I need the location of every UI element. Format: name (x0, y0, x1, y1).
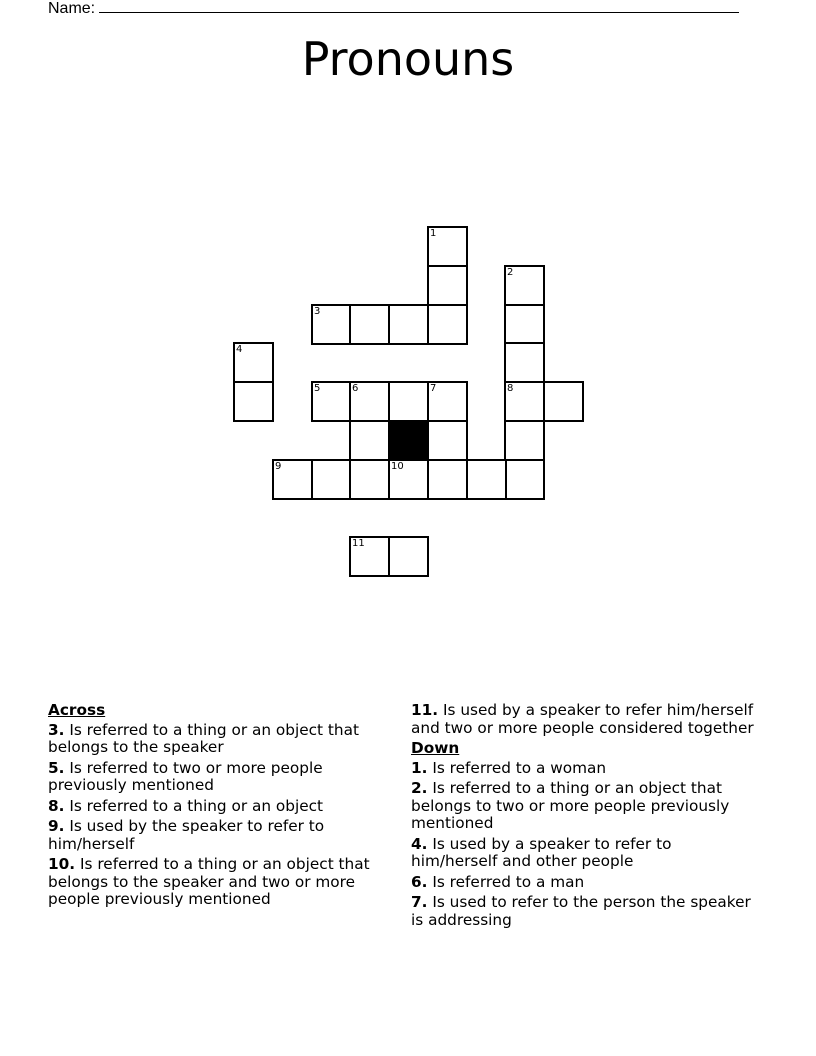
clue-number: 10 (391, 461, 404, 472)
crossword-cell[interactable] (427, 304, 468, 345)
clue-text: Is referred to a thing or an object (69, 796, 324, 815)
crossword-cell[interactable] (349, 304, 390, 345)
crossword-cell[interactable] (504, 459, 545, 500)
clue-number: 4 (236, 344, 243, 355)
clue-across-5 (48, 760, 393, 795)
crossword-cell[interactable] (311, 459, 352, 500)
crossword-cell[interactable] (427, 381, 468, 422)
clue-number: 5. (48, 758, 65, 777)
clue-text: Is referred to a man (432, 872, 585, 891)
crossword-cell[interactable] (388, 381, 429, 422)
crossword-cell[interactable] (466, 459, 507, 500)
clue-text: Is referred to a thing or an object that belongs to two or more people previously mentioned (411, 779, 730, 832)
clue-number: 9 (275, 461, 282, 472)
clue-number: 8. (48, 796, 65, 815)
clue-number: 9. (48, 817, 65, 835)
crossword-cell[interactable] (272, 459, 313, 500)
crossword-cell[interactable] (349, 459, 390, 500)
crossword-cell[interactable] (504, 342, 545, 383)
clue-text: Is referred to a thing or an object that belongs to the speaker and two or more people previously mentioned (48, 855, 370, 908)
page-title: Pronouns (301, 32, 515, 86)
clue-down-7 (411, 894, 761, 929)
crossword-cell[interactable] (504, 265, 545, 306)
clue-text: Is used to refer to the person the speaker is addressing (411, 893, 751, 929)
right-clue-column (411, 702, 761, 932)
clue-number: 11 (352, 538, 365, 549)
crossword-cell[interactable] (427, 265, 468, 306)
clue-number: 11. (411, 701, 439, 719)
crossword-cell[interactable] (427, 226, 468, 267)
clue-number: 2. (411, 779, 428, 797)
across-clues (48, 702, 393, 912)
crossword-cell[interactable] (388, 304, 429, 345)
crossword-cell[interactable] (388, 536, 429, 577)
clue-number: 3. (48, 720, 65, 739)
name-label: Name: (48, 0, 96, 17)
clue-text: Is referred to two or more people previously mentioned (48, 758, 323, 794)
clue-text: Is referred to a woman (432, 758, 607, 777)
crossword-cell[interactable] (504, 304, 545, 345)
clue-down-1 (411, 760, 761, 778)
crossword-cell[interactable] (349, 536, 390, 577)
clue-text: Is referred to a thing or an object that belongs to the speaker (48, 720, 359, 756)
clue-number: 7. (411, 893, 428, 911)
clue-number: 10. (48, 855, 76, 873)
clue-number: 1. (411, 758, 428, 777)
clue-down-4 (411, 836, 761, 871)
clue-number: 4. (411, 834, 428, 853)
crossword-cell[interactable] (427, 459, 468, 500)
crossword-cell[interactable] (543, 381, 584, 422)
crossword-cell[interactable] (233, 381, 274, 422)
clue-text: Is used by a speaker to refer to him/herself and other people (411, 834, 672, 870)
clue-number: 6. (411, 872, 428, 891)
clue-across-3 (48, 722, 393, 757)
clue-number: 2 (507, 267, 514, 278)
clue-number: 5 (314, 383, 321, 394)
clue-across-9 (48, 818, 393, 853)
crossword-cell[interactable] (388, 459, 429, 500)
clue-text: Is used by the speaker to refer to him/herself (48, 817, 325, 853)
clue-number: 3 (314, 306, 321, 317)
crossword-cell[interactable] (349, 420, 390, 461)
clue-text: Is used by a speaker to refer him/herself and two or more people considered together (411, 701, 754, 737)
crossword-cell[interactable] (504, 381, 545, 422)
clue-number: 8 (507, 383, 514, 394)
clue-number: 6 (352, 383, 359, 394)
clue-down-2 (411, 780, 761, 833)
down-heading: Down (411, 739, 460, 757)
clue-across-8 (48, 798, 393, 816)
clue-number: 1 (430, 228, 437, 239)
clue-down-6 (411, 874, 761, 892)
clue-across-11 (411, 702, 761, 737)
black-square (388, 420, 429, 461)
crossword-cell[interactable] (504, 420, 545, 461)
across-heading: Across (48, 701, 106, 719)
crossword-cell[interactable] (311, 381, 352, 422)
clue-across-10 (48, 856, 393, 909)
crossword-cell[interactable] (311, 304, 352, 345)
crossword-cell[interactable] (233, 342, 274, 383)
crossword-cell[interactable] (427, 420, 468, 461)
clue-number: 7 (430, 383, 437, 394)
crossword-cell[interactable] (349, 381, 390, 422)
